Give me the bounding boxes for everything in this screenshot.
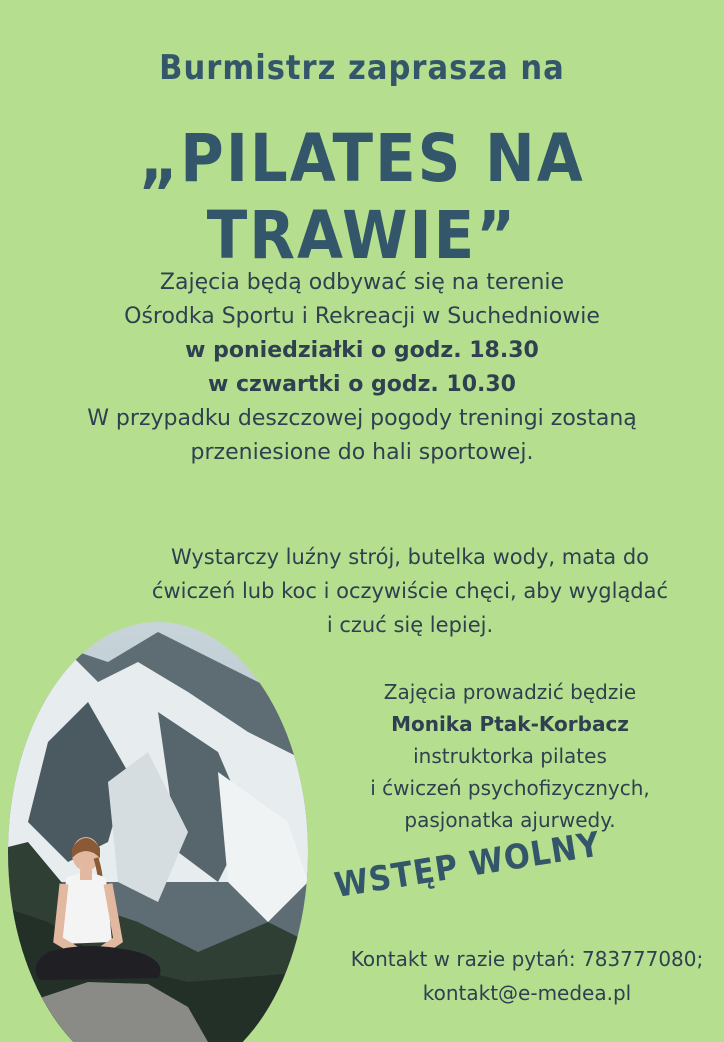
equipment-line-3: i czuć się lepiej. [326,613,494,637]
instructor-photo [0,622,308,1042]
instructor-intro: Zajęcia prowadzić będzie [383,680,637,704]
invite-line: Burmistrz zaprasza na [159,48,565,88]
rain-note-line-1: W przypadku deszczowej pogody treningi zostaną [87,406,637,431]
equipment-line-1: Wystarczy luźny strój, butelka wody, mata do [170,545,650,569]
instructor-role-3: pasjonatka ajurwedy. [404,808,616,832]
schedule-thursday: w czwartki o godz. 10.30 [208,372,516,397]
schedule-line-1: Zajęcia będą odbywać się na terenie [159,270,565,295]
equipment-line-2: ćwiczeń lub koc i oczywiście chęci, aby wyglądać [151,579,669,603]
instructor-name: Monika Ptak-Korbacz [391,712,629,736]
instructor-role-2: i ćwiczeń psychofizycznych, [370,776,650,800]
schedule-line-2: Ośrodka Sportu i Rekreacji w Suchedniowie [124,304,600,329]
free-entry-label: WSTĘP WOLNY [331,824,604,906]
instructor-role-1: instruktorka pilates [413,744,607,768]
contact-email: kontakt@e-medea.pl [422,981,632,1005]
rain-note-line-2: przeniesione do hali sportowej. [190,440,534,465]
instructor-info [330,676,690,836]
schedule-info [0,266,724,470]
schedule-monday: w poniedziałki o godz. 18.30 [185,338,539,363]
contact-info [330,942,724,1010]
event-title: „PILATES NA TRAWIE” [139,120,585,274]
contact-phone: Kontakt w razie pytań: 783777080; [350,947,704,971]
